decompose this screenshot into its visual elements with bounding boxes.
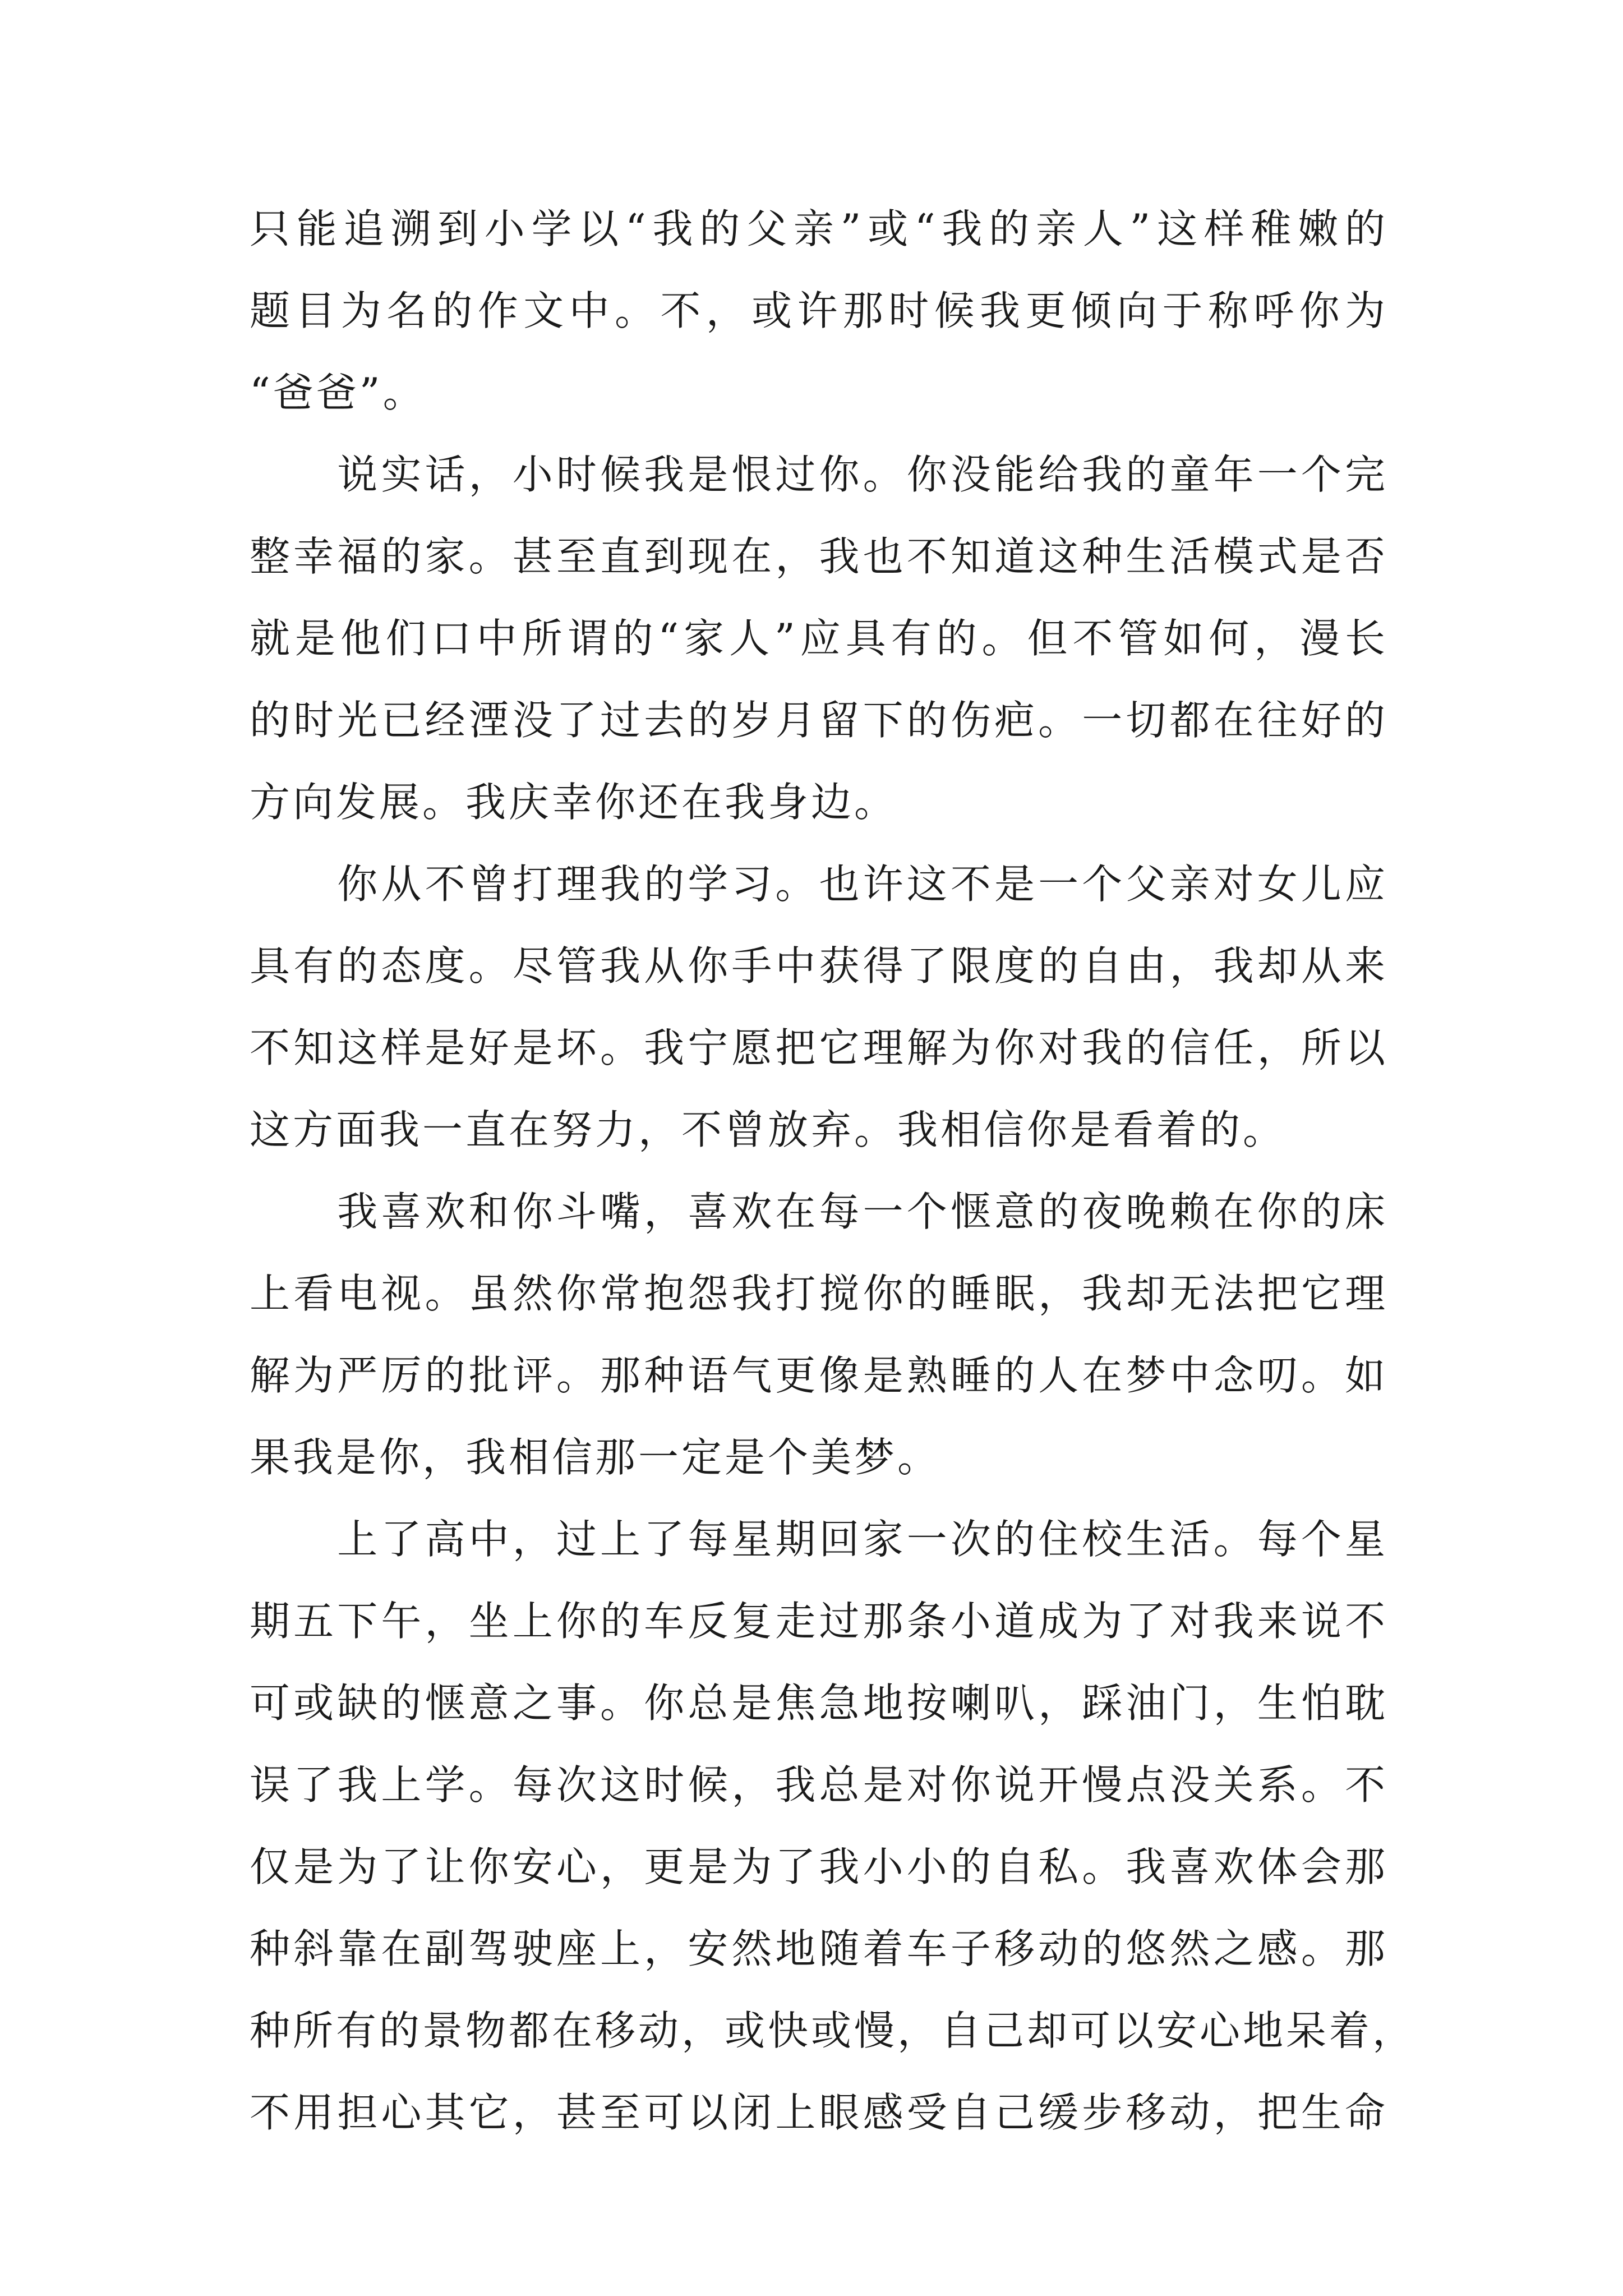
paragraph-5 bbox=[250, 1498, 1416, 2154]
text-line: 整幸福的家。甚至直到现在，我也不知道这种生活模式是否 bbox=[250, 533, 1388, 580]
paragraph-2 bbox=[250, 434, 1388, 843]
text-line: 题目为名的作文中。不，或许那时候我更倾向于称呼你为 bbox=[250, 287, 1388, 334]
text-line: 就是他们口中所谓的“家人”应具有的。但不管如何，漫长 bbox=[250, 615, 1388, 662]
text-line: 方向发展。我庆幸你还在我身边。 bbox=[250, 779, 898, 826]
paragraph-4 bbox=[250, 1171, 1388, 1498]
text-line: 上了高中，过上了每星期回家一次的住校生活。每个星 bbox=[250, 1516, 1388, 1563]
paragraph-3 bbox=[250, 843, 1388, 1171]
text-line: 你从不曾打理我的学习。也许这不是一个父亲对女儿应 bbox=[250, 861, 1388, 908]
text-line: 种斜靠在副驾驶座上，安然地随着车子移动的悠然之感。那 bbox=[250, 1925, 1388, 1972]
text-line: 仅是为了让你安心，更是为了我小小的自私。我喜欢体会那 bbox=[250, 1843, 1388, 1890]
paragraph-1 bbox=[250, 188, 1388, 434]
text-line: 不知这样是好是坏。我宁愿把它理解为你对我的信任，所以 bbox=[250, 1024, 1388, 1071]
text-line: 我喜欢和你斗嘴，喜欢在每一个惬意的夜晚赖在你的床 bbox=[250, 1188, 1388, 1235]
text-line: “爸爸”。 bbox=[250, 369, 426, 416]
text-line: 误了我上学。每次这时候，我总是对你说开慢点没关系。不 bbox=[250, 1761, 1388, 1809]
text-line: 只能追溯到小学以“我的父亲”或“我的亲人”这样稚嫩的 bbox=[250, 205, 1388, 252]
text-line: 的时光已经湮没了过去的岁月留下的伤疤。一切都在往好的 bbox=[250, 697, 1388, 744]
text-line: 不用担心其它，甚至可以闭上眼感受自己缓步移动，把生命 bbox=[250, 2089, 1388, 2136]
text-line: 种所有的景物都在移动，或快或慢，自己却可以安心地呆着， bbox=[250, 2007, 1416, 2054]
text-line: 上看电视。虽然你常抱怨我打搅你的睡眠，我却无法把它理 bbox=[250, 1270, 1388, 1317]
text-line: 可或缺的惬意之事。你总是焦急地按喇叭，踩油门，生怕耽 bbox=[250, 1680, 1388, 1727]
text-line: 具有的态度。尽管我从你手中获得了限度的自由，我却从来 bbox=[250, 942, 1388, 990]
text-line: 说实话，小时候我是恨过你。你没能给我的童年一个完 bbox=[250, 451, 1388, 498]
body-text bbox=[250, 188, 1416, 2154]
text-line: 期五下午，坐上你的车反复走过那条小道成为了对我来说不 bbox=[250, 1598, 1388, 1645]
text-line: 这方面我一直在努力，不曾放弃。我相信你是看着的。 bbox=[250, 1106, 1287, 1153]
text-line: 解为严厉的批评。那种语气更像是熟睡的人在梦中念叨。如 bbox=[250, 1352, 1388, 1399]
text-line: 果我是你，我相信那一定是个美梦。 bbox=[250, 1434, 941, 1481]
